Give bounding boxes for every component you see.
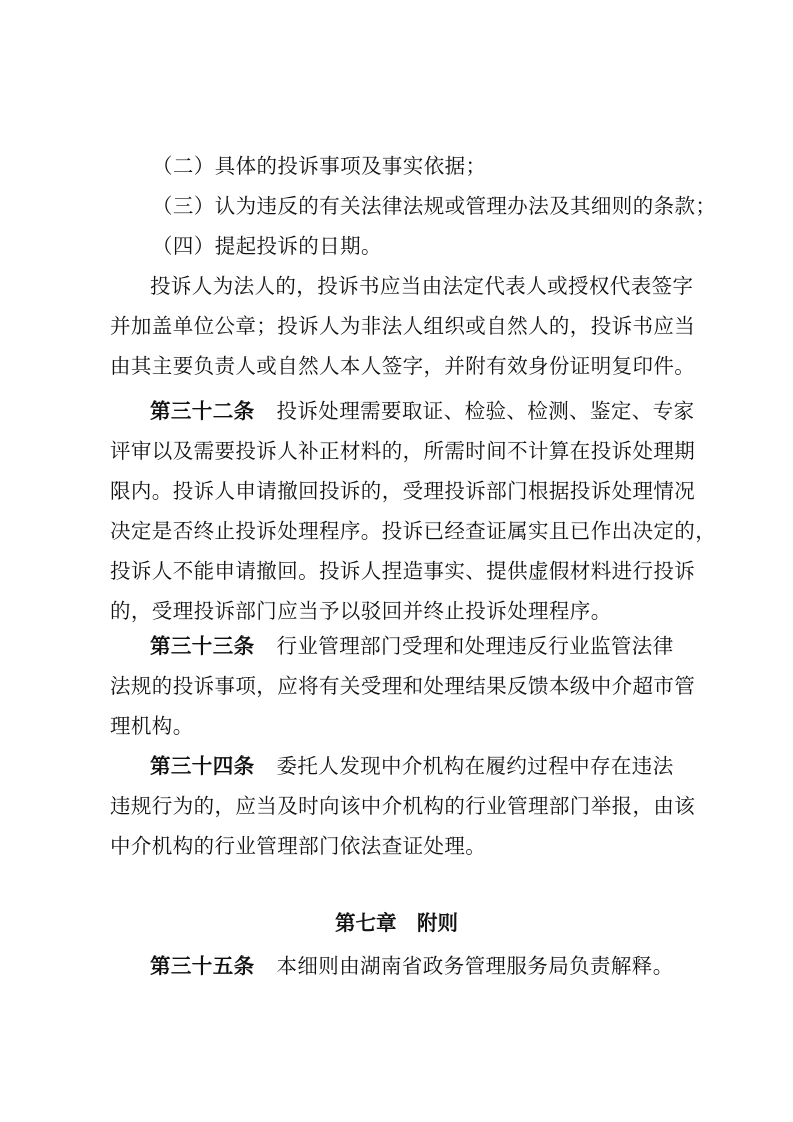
article-32-line: 的，受理投诉部门应当予以驳回并终止投诉处理程序。 — [110, 599, 612, 623]
article-32-line: 投诉人不能申请撤回。投诉人捏造事实、提供虚假材料进行投诉 — [110, 559, 696, 583]
article-34-line: 中介机构的行业管理部门依法查证处理。 — [110, 834, 487, 858]
item-4-line: （四）提起投诉的日期。 — [152, 234, 382, 258]
article-33-line: 法规的投诉事项，应将有关受理和处理结果反馈本级中介超市管 — [110, 674, 696, 698]
article-34-first-line — [150, 752, 674, 780]
article-34-line: 违规行为的，应当及时向该中介机构的行业管理部门举报，由该 — [110, 794, 696, 818]
article-34-text: 委托人发现中介机构在履约过程中存在违法 — [276, 754, 674, 778]
article-35-text: 本细则由湖南省政务管理服务局负责解释。 — [276, 954, 674, 978]
paragraph-line: 并加盖单位公章；投诉人为非法人组织或自然人的，投诉书应当 — [110, 314, 696, 338]
article-32-title: 第三十二条 — [150, 399, 255, 423]
article-32-line: 决定是否终止投诉处理程序。投诉已经查证属实且已作出决定的， — [110, 519, 717, 543]
article-33-text: 行业管理部门受理和处理违反行业监管法律 — [276, 634, 674, 658]
article-32-line: 限内。投诉人申请撤回投诉的，受理投诉部门根据投诉处理情况 — [110, 479, 696, 503]
paragraph-line: 由其主要负责人或自然人本人签字，并附有效身份证明复印件。 — [110, 354, 696, 378]
chapter-7-heading: 第七章 附则 — [335, 911, 458, 935]
article-32-line: 评审以及需要投诉人补正材料的，所需时间不计算在投诉处理期 — [110, 439, 696, 463]
article-33-title: 第三十三条 — [150, 634, 255, 658]
paragraph-line: 投诉人为法人的，投诉书应当由法定代表人或授权代表签字 — [150, 274, 694, 298]
article-34-title: 第三十四条 — [150, 754, 255, 778]
item-3-line: （三）认为违反的有关法律法规或管理办法及其细则的条款； — [152, 194, 717, 218]
item-2-line: （二）具体的投诉事项及事实依据； — [152, 154, 487, 178]
article-32-first-line — [150, 397, 695, 425]
article-33-line: 理机构。 — [110, 714, 194, 738]
article-32-text: 投诉处理需要取证、检验、检测、鉴定、专家 — [276, 399, 695, 423]
article-33-first-line — [150, 632, 674, 660]
article-35-title: 第三十五条 — [150, 954, 255, 978]
article-35-first-line — [150, 952, 674, 980]
